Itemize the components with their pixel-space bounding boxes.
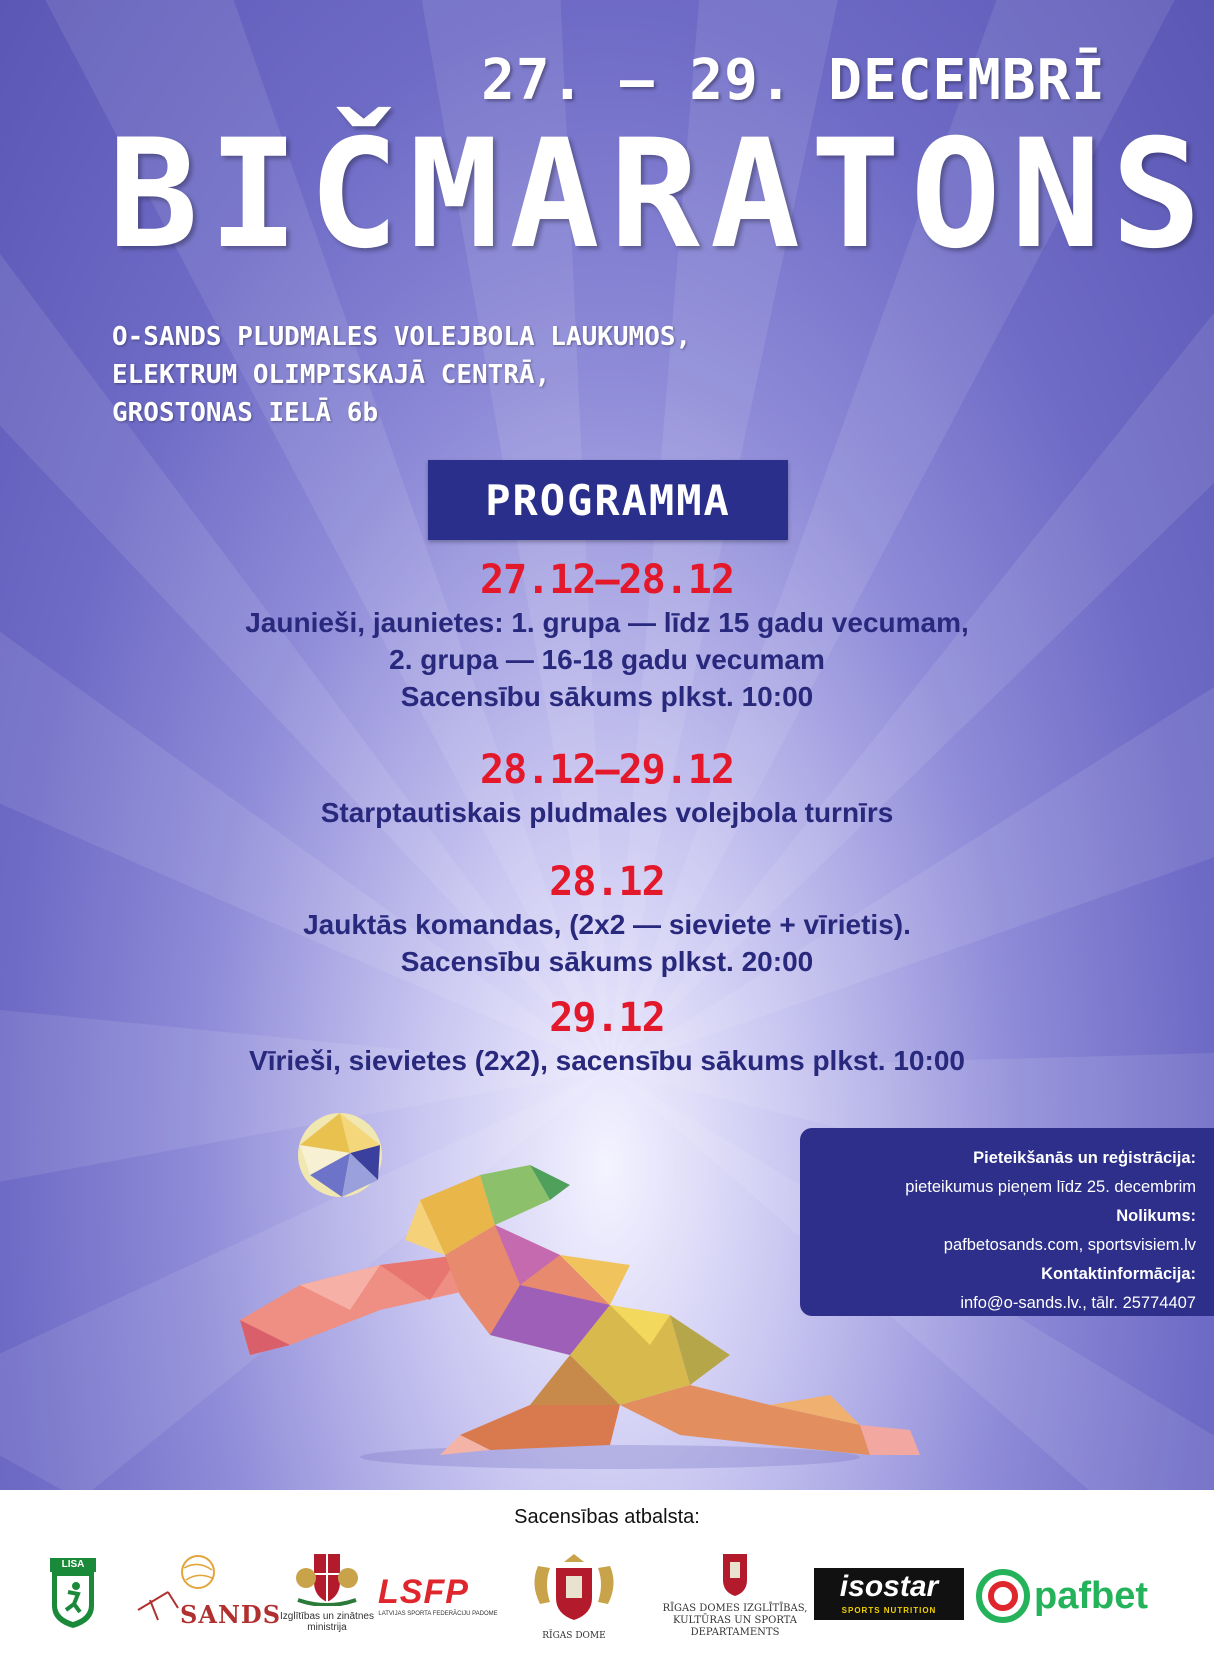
program-heading: PROGRAMMA <box>428 460 788 540</box>
ministry-logo-text: Izglītības un zinātnes ministrija <box>280 1611 374 1633</box>
venue-line: O-SANDS PLUDMALES VOLEJBOLA LAUKUMOS, <box>112 322 692 352</box>
program-section <box>0 556 1214 715</box>
registration-text: pieteikumus pieņem līdz 25. decembrim <box>905 1178 1196 1196</box>
section-line: Jaunieši, jaunietes: 1. grupa — līdz 15 gadu vecumam, <box>245 607 969 638</box>
shield-icon <box>50 1572 96 1628</box>
pafbet-logo-text: pafbet <box>1034 1574 1148 1617</box>
lsfp-logo <box>378 1574 498 1626</box>
riga-shield-icon <box>660 1550 810 1598</box>
coat-of-arms-icon <box>276 1548 378 1606</box>
lsfp-logo-text: LSFP <box>378 1573 469 1611</box>
lsfp-logo-subtext: LATVIJAS SPORTA FEDERĀCIJU PADOME <box>378 1611 498 1617</box>
section-line: Sacensību sākums plkst. 20:00 <box>400 946 814 977</box>
event-date-range: 27. – 29. DECEMBRĪ <box>481 48 1106 113</box>
venue-line: GROSTONAS IELĀ 6b <box>112 398 379 428</box>
program-section <box>0 746 1214 831</box>
section-line: Sacensību sākums plkst. 10:00 <box>400 681 814 712</box>
section-line: Starptautiskais pludmales volejbola turnīrs <box>320 797 894 828</box>
pafbet-symbol-icon <box>976 1569 1030 1623</box>
section-line: Vīrieši, sievietes (2x2), sacensību sākums plkst. 10:00 <box>249 1045 965 1076</box>
section-line: 2. grupa — 16-18 gadu vecumam <box>389 644 825 675</box>
contact-label: Kontaktinformācija: <box>1041 1265 1196 1283</box>
riga-dome-logo <box>520 1554 628 1650</box>
section-line: Jauktās komandas, (2x2 — sieviete + vīrietis). <box>303 909 911 940</box>
info-panel <box>800 1128 1214 1316</box>
section-date: 28.12 <box>549 859 665 905</box>
rules-label: Nolikums: <box>1116 1207 1196 1225</box>
riga-department-logo-text: RĪGAS DOMES IZGLĪTĪBAS, KULTŪRAS UN SPORTA DEPARTAMENTS <box>662 1603 808 1638</box>
ministry-logo <box>276 1548 378 1652</box>
pafbet-logo <box>976 1568 1176 1624</box>
lisa-logo-text: LISA <box>50 1558 96 1572</box>
contact-text[interactable]: info@o-sands.lv., tālr. 25774407 <box>960 1294 1196 1312</box>
volleyball-icon <box>298 1113 382 1197</box>
sponsor-footer <box>0 1490 1214 1667</box>
sands-logo-text: SANDS <box>180 1600 282 1629</box>
venue-address <box>112 318 691 432</box>
rules-text[interactable]: pafbetosands.com, sportsvisiem.lv <box>943 1236 1196 1254</box>
section-date: 29.12 <box>549 995 665 1041</box>
registration-label: Pieteikšanās un reģistrācija: <box>973 1149 1196 1167</box>
isostar-logo-subtext: SPORTS NUTRITION <box>841 1606 937 1615</box>
program-section <box>0 858 1214 980</box>
supported-by-label: Sacensības atbalsta: <box>514 1506 700 1528</box>
event-title: BIČMARATONS <box>108 108 1212 282</box>
sands-logo <box>128 1550 282 1636</box>
program-section <box>0 994 1214 1079</box>
riga-dome-logo-text: RĪGAS DOME <box>542 1631 606 1641</box>
section-date: 28.12–29.12 <box>480 747 734 793</box>
lisa-logo <box>50 1558 96 1630</box>
venue-line: ELEKTRUM OLIMPISKAJĀ CENTRĀ, <box>112 360 551 390</box>
section-date: 27.12–28.12 <box>480 557 734 603</box>
riga-department-logo <box>660 1550 810 1654</box>
isostar-logo <box>814 1568 964 1620</box>
isostar-logo-text: isostar <box>839 1570 939 1603</box>
riga-coat-of-arms-icon <box>520 1554 628 1626</box>
